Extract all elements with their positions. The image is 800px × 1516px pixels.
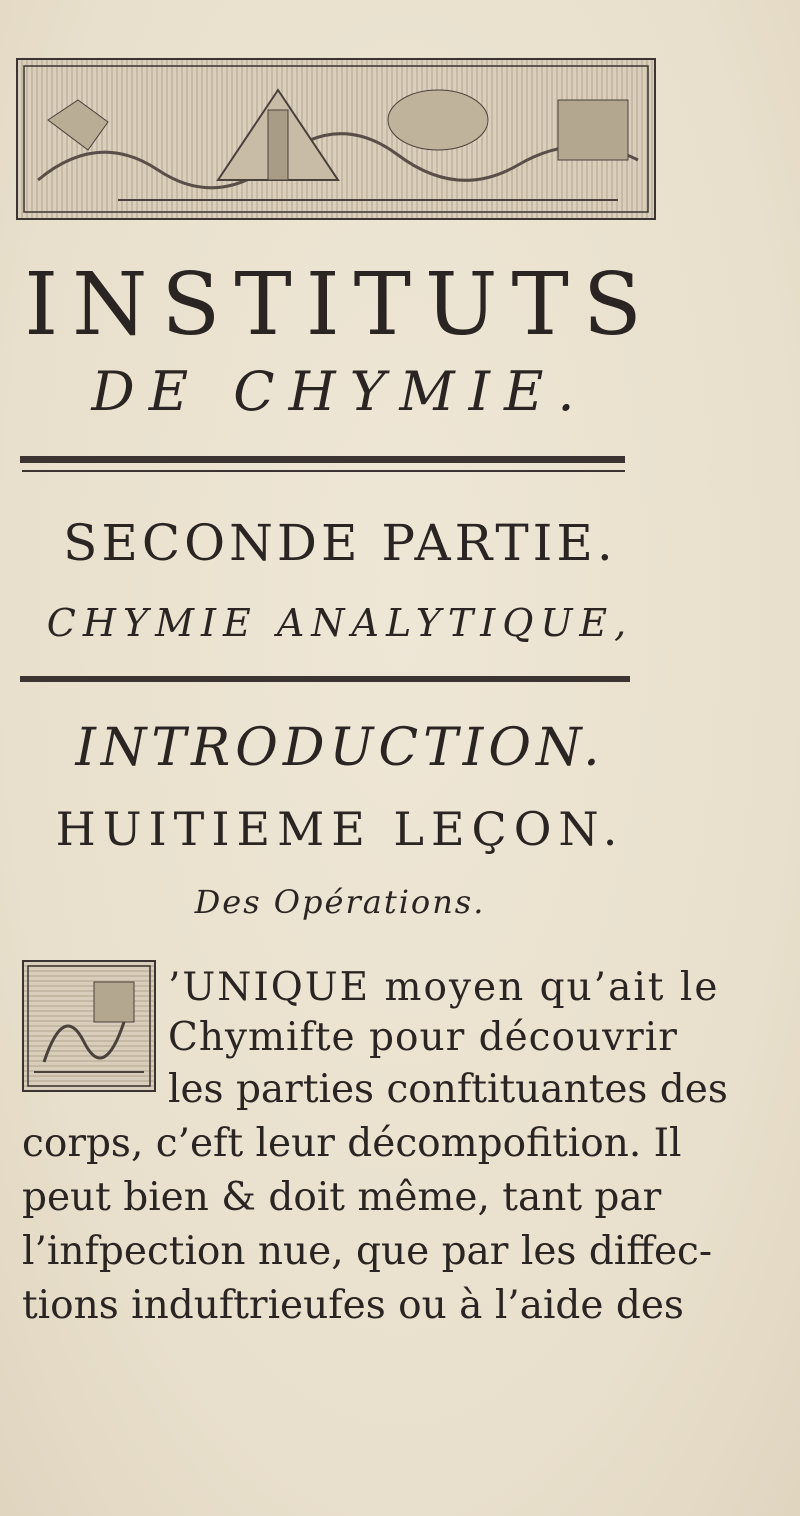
engraved-headpiece-illustration (16, 58, 656, 220)
body-line-5: peut bien & doit même, tant par (22, 1175, 662, 1220)
ornamental-rule-thick (20, 456, 625, 463)
body-line-1 (168, 965, 720, 1010)
section-rule (20, 676, 630, 682)
part-heading: SECONDE PARTIE. (63, 514, 617, 572)
opening-word: ’UNIQUE (168, 965, 371, 1010)
body-line-7: tions induftrieufes ou à l’aide des (22, 1283, 684, 1328)
ornamental-drop-cap (22, 960, 156, 1092)
body-line-1-rest: moyen qu’ait le (370, 965, 720, 1010)
body-line-2: Chymifte pour découvrir (168, 1015, 678, 1060)
book-subtitle: DE CHYMIE. (91, 360, 589, 423)
introduction-heading: INTRODUCTION. (75, 718, 605, 778)
topic-heading: Des Opérations. (194, 883, 486, 921)
body-line-4: corps, c’eft leur décompofition. Il (22, 1121, 682, 1166)
body-line-3: les parties conftituantes des (168, 1067, 728, 1112)
lesson-heading: HUITIEME LEÇON. (55, 802, 625, 856)
subject-heading: CHYMIE ANALYTIQUE, (46, 601, 634, 645)
body-line-6: l’infpection nue, que par les diffec- (22, 1229, 713, 1274)
ornamental-rule-thin (22, 470, 625, 472)
book-title: INSTITUTS (24, 255, 656, 355)
